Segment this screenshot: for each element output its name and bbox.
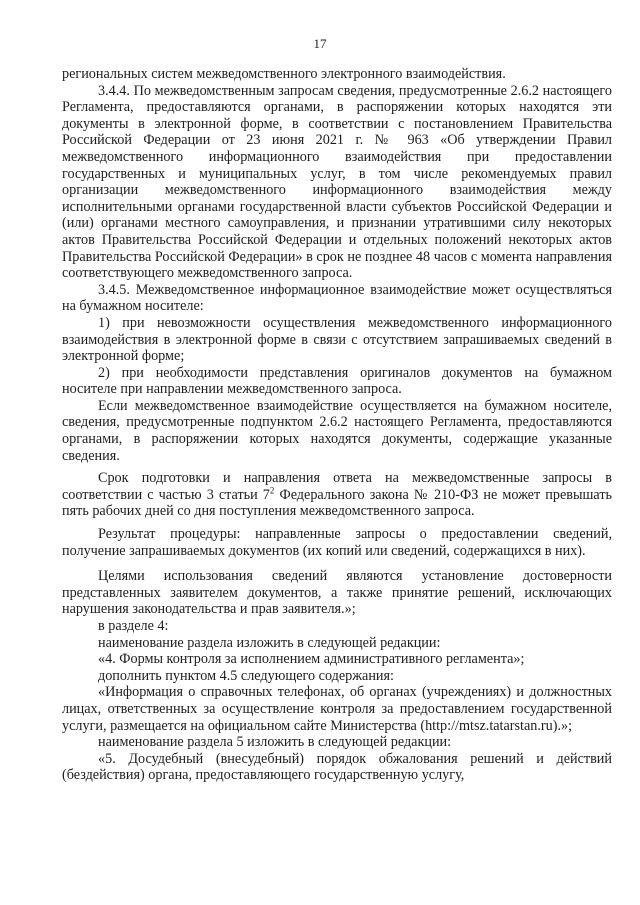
paragraph-continuation: региональных систем межведомственного электронного взаимодействия. bbox=[62, 66, 506, 82]
paragraph-info-phones: «Информация о справочных телефонах, об органах (учреждениях) и должностных лицах, ответственных за осуществление контроля за предоставлением государственной услуги, размещается на официальном сайте Министерства (http://mtsz.tatarstan.ru).»; bbox=[62, 684, 612, 734]
paragraph-section-5-title: «5. Досудебный (внесудебный) порядок обжалования решений и действий (бездействия) органа, предоставляющего государственную услугу, bbox=[62, 750, 612, 784]
paragraph-procedure-result: Результат процедуры: направленные запросы о предоставлении сведений, получение запрашиваемых документов (их копий или сведений, содержащихся в них). bbox=[62, 526, 612, 559]
page-number: 17 bbox=[313, 36, 327, 51]
paragraph-response-deadline: Срок подготовки и направления ответа на межведомственные запросы в соответствии с частью 3 статьи $7^2$ Федерального закона № 210-ФЗ не может превышать пять рабочих дней со дня поступления межведомственного запроса. bbox=[62, 470, 612, 520]
superscript: 2 bbox=[269, 485, 275, 496]
paragraph-section-4: в разделе 4: bbox=[98, 618, 169, 634]
paragraph-paper-exchange: Если межведомственное взаимодействие осуществляется на бумажном носителе, сведения, предусмотренные подпунктом 2.6.2 настоящего Регламента, предоставляются органами, в распоряжении которых находятся документы, содержащие указанные сведения. bbox=[62, 397, 612, 464]
paragraph-section-name: наименование раздела изложить в следующей редакции: bbox=[98, 634, 441, 651]
paragraph-item-1: 1) при невозможности осуществления межведомственного информационного взаимодействия в электронной форме в связи с отсутствием запрашиваемых сведений в электронной форме; bbox=[62, 314, 612, 365]
paragraph-purposes: Целями использования сведений являются установление достоверности представленных заявителем документов, а также принятие решений, исключающих нарушения законодательства и прав заявителя.»; bbox=[62, 568, 612, 618]
paragraph-section-5-name: наименование раздела 5 изложить в следующей редакции: bbox=[98, 734, 452, 751]
paragraph-item-2: 2) при необходимости представления оригиналов документов на бумажном носителе при направлении межведомственного запроса. bbox=[62, 364, 612, 398]
document-body bbox=[62, 66, 612, 784]
paragraph-add-4-5: дополнить пунктом 4.5 следующего содержания: bbox=[98, 667, 394, 684]
paragraph-3-4-5: 3.4.5. Межведомственное информационное взаимодействие может осуществляться на бумажном носителе: bbox=[62, 281, 612, 315]
paragraph-section-4-title: «4. Формы контроля за исполнением административного регламента»; bbox=[98, 651, 525, 668]
paragraph-3-4-4: 3.4.4. По межведомственным запросам сведения, предусмотренные 2.6.2 настоящего Регламента, предоставляются органами, в распоряжении которых находятся эти документы в электронной форме, в соответствии с постановлением Правительства Российской Федерации от 23 июня 2021 г. № 963 «Об утверждении Правил межведомственного информационного взаимодействия при предоставлении государственных и муниципальных услуг, в том числе рекомендуемых правил организации межведомственного информационного взаимодействия между исполнительными органами государственной власти субъектов Российской Федерации и (или) органами местного самоуправления, и признании утратившими силу некоторых актов Правительства Российской Федерации и отдельных положений некоторых актов Правительства Российской Федерации» в срок не позднее 48 часов с момента направления соответствующего межведомственного запроса. bbox=[62, 82, 612, 282]
